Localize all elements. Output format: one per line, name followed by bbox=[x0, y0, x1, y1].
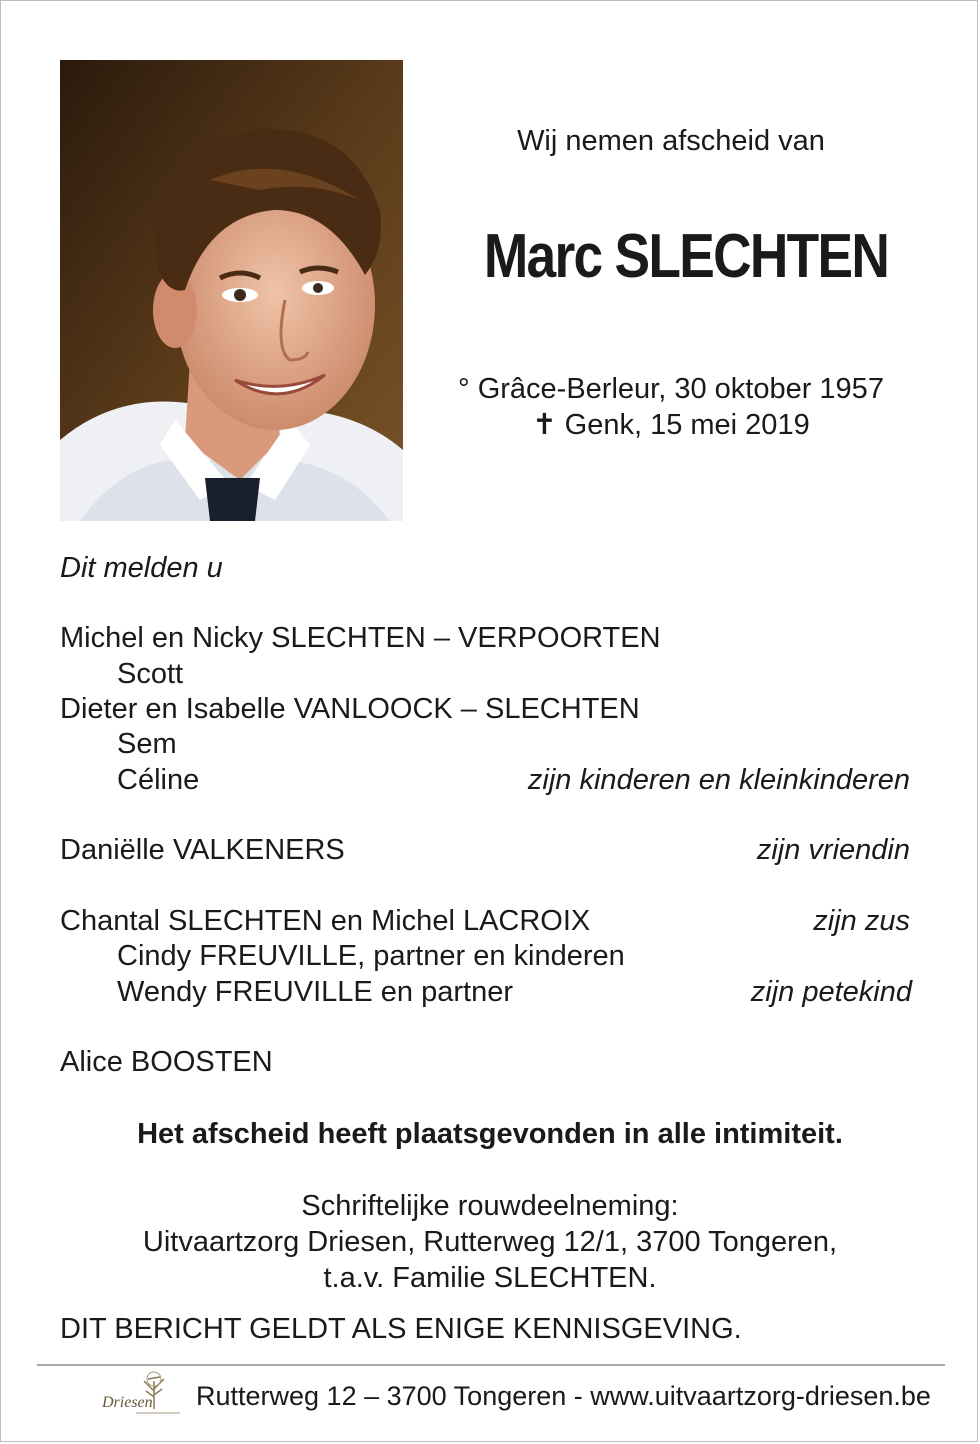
life-dates bbox=[411, 371, 931, 443]
family-member: Cindy FREUVILLE, partner en kinderen bbox=[117, 940, 625, 972]
family-member: Céline bbox=[117, 764, 200, 796]
logo-wordmark: Driesen bbox=[102, 1394, 153, 1411]
family-member: Chantal SLECHTEN en Michel LACROIX bbox=[60, 905, 591, 937]
relation-label: zijn petekind bbox=[750, 976, 912, 1008]
portrait-photo bbox=[60, 60, 403, 521]
condolence-line: Schriftelijke rouwdeelneming: bbox=[301, 1190, 679, 1222]
family-member: Michel en Nicky SLECHTEN – VERPOORTEN bbox=[60, 622, 661, 654]
announcement-lead: Dit melden u bbox=[60, 552, 223, 584]
condolence-line: t.a.v. Familie SLECHTEN. bbox=[323, 1262, 657, 1294]
relation-label: zijn zus bbox=[813, 905, 910, 937]
closing-statement: Het afscheid heeft plaatsgevonden in alle intimiteit. bbox=[137, 1118, 843, 1150]
condolence-address bbox=[1, 1188, 979, 1296]
birth-date: ° Grâce-Berleur, 30 oktober 1957 bbox=[458, 373, 884, 405]
family-member: Alice BOOSTEN bbox=[60, 1046, 273, 1078]
family-member: Scott bbox=[117, 658, 184, 690]
relation-label: zijn kinderen en kleinkinderen bbox=[527, 764, 910, 796]
notice-text: DIT BERICHT GELDT ALS ENIGE KENNISGEVING. bbox=[60, 1313, 742, 1345]
portrait-illustration bbox=[60, 60, 403, 521]
family-member: Sem bbox=[117, 728, 177, 760]
family-member: Wendy FREUVILLE en partner bbox=[117, 976, 513, 1008]
driesen-logo bbox=[96, 1369, 186, 1425]
footer-address: Rutterweg 12 – 3700 Tongeren - www.uitvaartzorg-driesen.be bbox=[196, 1381, 931, 1411]
footer-divider bbox=[37, 1364, 945, 1366]
deceased-name: Marc SLECHTEN bbox=[483, 222, 889, 291]
family-member: Dieter en Isabelle VANLOOCK – SLECHTEN bbox=[60, 693, 640, 725]
condolence-line: Uitvaartzorg Driesen, Rutterweg 12/1, 3700 Tongeren, bbox=[142, 1226, 838, 1258]
intro-text: Wij nemen afscheid van bbox=[517, 125, 825, 157]
relation-label: zijn vriendin bbox=[756, 834, 910, 866]
family-member: Daniëlle VALKENERS bbox=[60, 834, 345, 866]
death-date: ✝ Genk, 15 mei 2019 bbox=[532, 409, 810, 441]
